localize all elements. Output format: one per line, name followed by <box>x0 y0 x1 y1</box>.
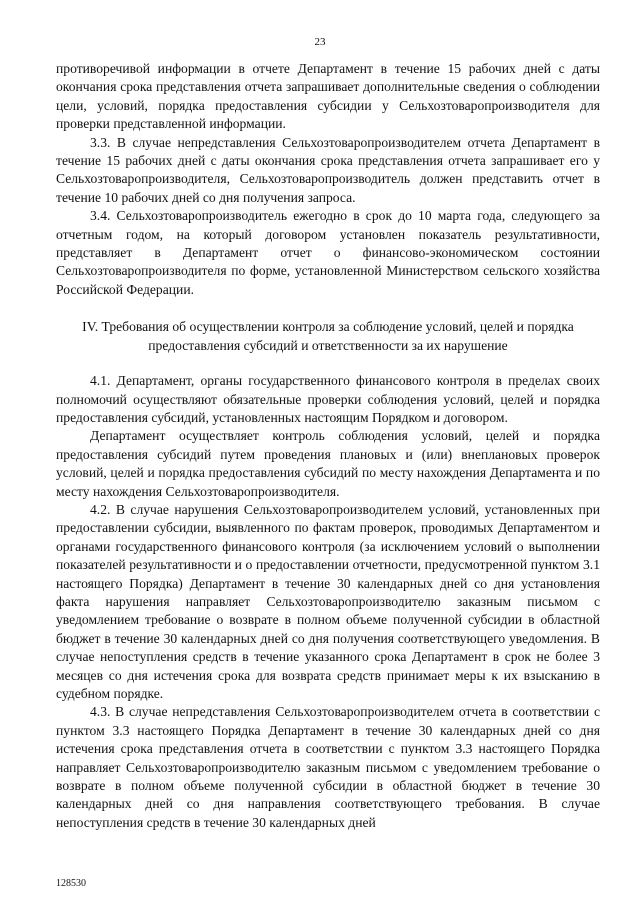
paragraph: 3.3. В случае непредставления Сельхозтоваропроизводителем отчета Департамент в течение 15 рабочих дней с даты окончания срока представления отчета запрашивает его у Сельхозтоваропроизводителя, Сельхозтоваропроизводитель должен представить отчет в течение 10 рабочих дней со дня получения запроса. <box>56 134 600 205</box>
paragraph: 4.1. Департамент, органы государственного финансового контроля в пределах своих полномочий осуществляют обязательные проверки соблюдения условий, целей и порядка предоставления субсидий, установленных настоящим Порядком и договором. <box>56 373 600 425</box>
paragraph: 4.2. В случае нарушения Сельхозтоваропроизводителем условий, установленных при предоставлении субсидии, выявленного по фактам проверок, проводимых Департаментом и органами государственного финансового контроля (за исключением условий о выполнении показателей результативности и о предоставлении отчетности, предусмотренной пунктом 3.1 настоящего Порядка) Департамент в течение 30 календарных дней со дня установления факта нарушения направляет Сельхозтоваропроизводителю заказным письмом с уведомлением требование о возврате в полном объеме полученной субсидии в областной бюджет в течение 30 календарных дней со дня получения соответствующего уведомления. В случае непоступления средств в течение указанного срока Департамент в срок не более 3 месяцев со дня истечения срока для возврата средств принимает меры к их взысканию в судебном порядке. <box>56 501 600 701</box>
paragraph: противоречивой информации в отчете Департамент в течение 15 рабочих дней с даты окончания срока представления отчета запрашивает дополнительные сведения о соблюдении цели, условий, порядка предоставления субсидии у Сельхозтоваропроизводителя для проверки представленной информации. <box>56 61 600 132</box>
paragraph: 4.3. В случае непредставления Сельхозтоваропроизводителем отчета в соответствии с пунктом 3.3 настоящего Порядка Департамент в течение 30 календарных дней со дня истечения срока представления отчета в соответствии с пунктом 3.3 настоящего Порядка направляет Сельхозтоваропроизводителю заказным письмом с уведомлением требование о возврате в полном объеме полученной субсидии в областной бюджет в течение 30 календарных дней со дня направления соответствующего требования. В случае непоступления средств в течение 30 календарных дней <box>56 704 600 830</box>
paragraph: 3.4. Сельхозтоваропроизводитель ежегодно в срок до 10 марта года, следующего за отчетным годом, на который договором установлен показатель результативности, представляет в Департамент отчет о финансово-экономическом состоянии Сельхозтоваропроизводителя по форме, установленной Министерством сельского хозяйства Российской Федерации. <box>56 208 600 297</box>
page-number: 23 <box>314 36 326 48</box>
document-body <box>56 60 600 832</box>
document-code: 128530 <box>56 878 86 889</box>
paragraph: Департамент осуществляет контроль соблюдения условий, целей и порядка предоставления субсидий путем проведения плановых и (или) внеплановых проверок условий, целей и порядка предоставления субсидий по месту нахождения Департамента и по месту нахождения Сельхозтоваропроизводителя. <box>56 428 600 499</box>
section-heading: IV. Требования об осуществлении контроля за соблюдение условий, целей и порядка предоставления субсидий и ответственности за их нарушение <box>82 319 574 353</box>
